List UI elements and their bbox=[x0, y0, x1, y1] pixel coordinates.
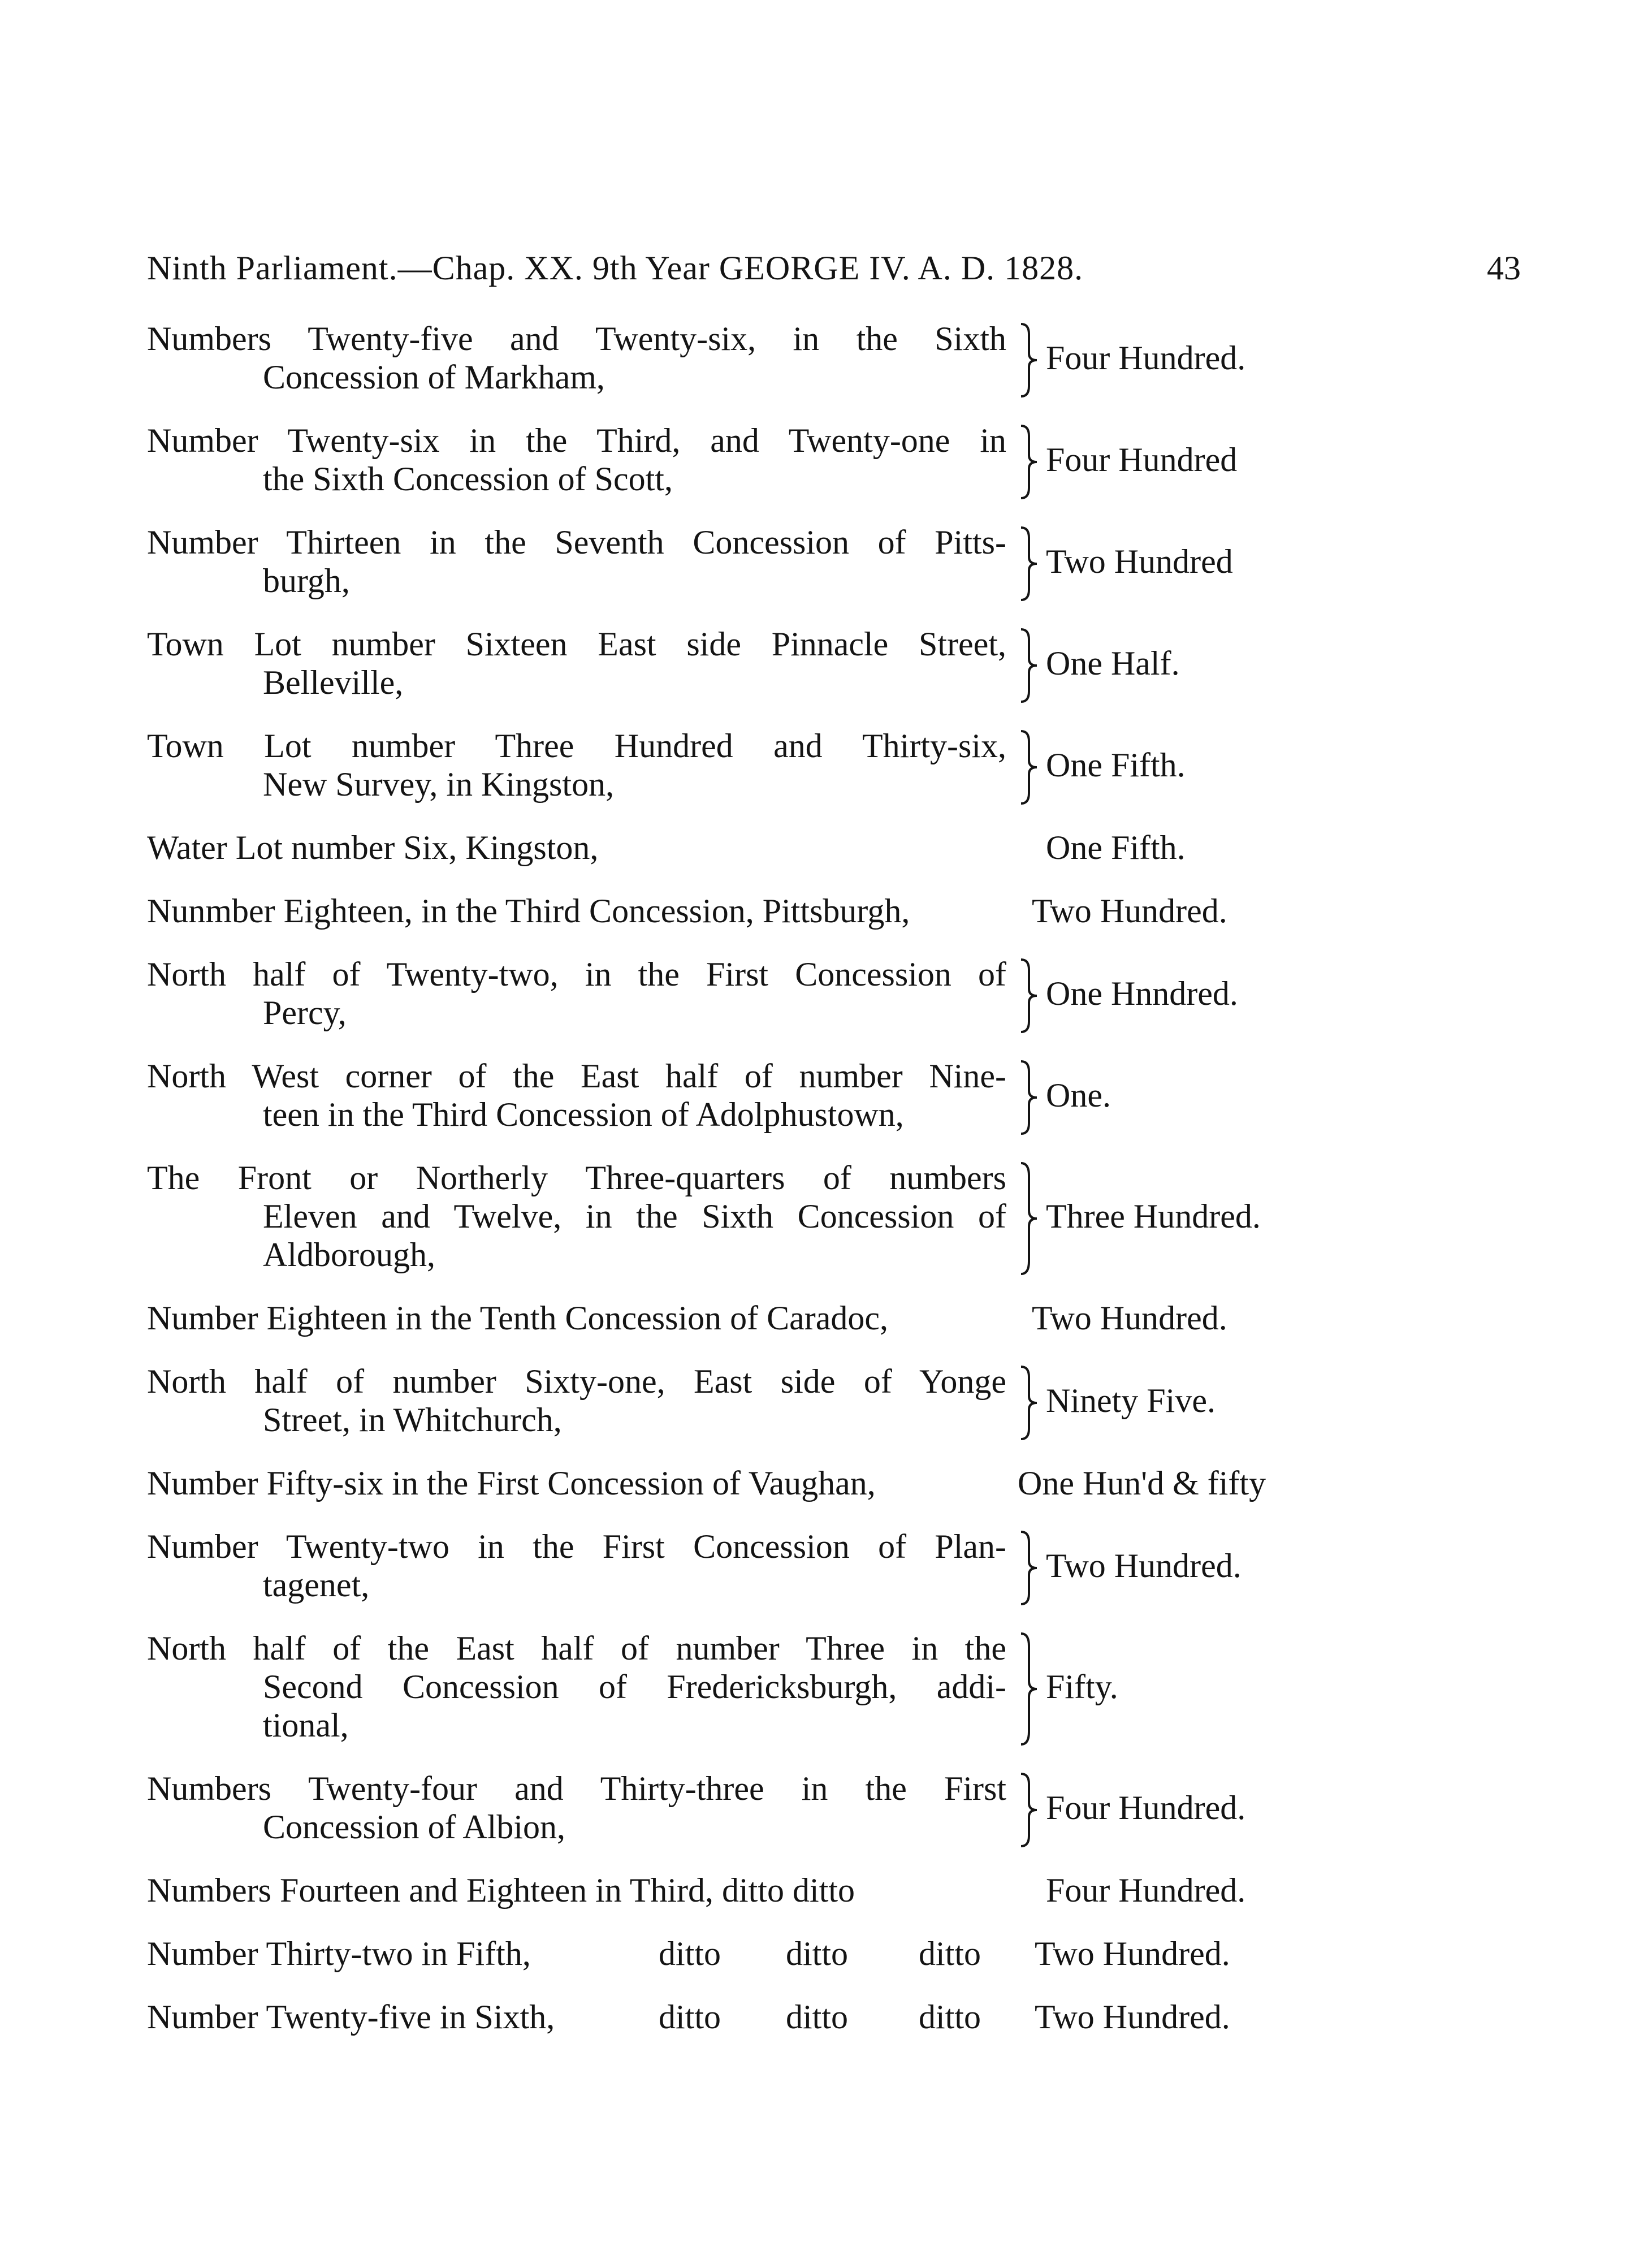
entry-line: Town Lot number Sixteen East side Pinnacle Street, bbox=[147, 625, 1006, 663]
brace-icon bbox=[1018, 1631, 1040, 1747]
list-item bbox=[147, 828, 1521, 892]
entry-value: Two Hundred bbox=[1046, 543, 1233, 580]
entry-line: Numbers Twenty-four and Thirty-three in the First bbox=[147, 1770, 1006, 1807]
entry-value: Two Hundred. bbox=[1046, 1547, 1242, 1584]
list-item bbox=[147, 955, 1521, 1057]
brace-icon bbox=[1018, 627, 1040, 704]
entry-value: One Fifth. bbox=[1046, 746, 1186, 784]
ditto-mark: ditto bbox=[659, 1935, 721, 1972]
entry-line: burgh, bbox=[263, 562, 350, 599]
brace-icon bbox=[1018, 525, 1040, 602]
entry-line: teen in the Third Concession of Adolphustown, bbox=[263, 1096, 904, 1133]
land-grant-list bbox=[147, 319, 1521, 2061]
entry-value: Four Hundred. bbox=[1046, 1789, 1246, 1826]
entry-value: Two Hundred. bbox=[1035, 1998, 1230, 2036]
list-item bbox=[147, 1629, 1521, 1769]
entry-line: Number Twenty-six in the Third, and Twenty-one in bbox=[147, 422, 1006, 459]
ditto-mark: ditto bbox=[786, 1935, 849, 1972]
entry-line: Numbers Twenty-five and Twenty-six, in the Sixth bbox=[147, 320, 1006, 357]
entry-line: Number Thirteen in the Seventh Concession of Pitts- bbox=[147, 524, 1006, 561]
ditto-mark: ditto bbox=[786, 1998, 849, 2036]
entry-line: Number Fifty-six in the First Concession of Vaughan, bbox=[147, 1465, 876, 1502]
entry-line: Street, in Whitchurch, bbox=[263, 1401, 562, 1438]
page-number: 43 bbox=[1487, 249, 1521, 287]
entry-line: North half of number Sixty-one, East side of Yonge bbox=[147, 1363, 1006, 1400]
entry-line: Concession of Markham, bbox=[263, 358, 605, 396]
entry-line: North West corner of the East half of number Nine- bbox=[147, 1057, 1006, 1095]
entry-value: Four Hundred bbox=[1046, 441, 1238, 478]
list-item bbox=[147, 727, 1521, 828]
list-item bbox=[147, 421, 1521, 523]
list-item bbox=[147, 1464, 1521, 1527]
entry-line: Water Lot number Six, Kingston, bbox=[147, 829, 599, 866]
entry-value: Four Hundred. bbox=[1046, 339, 1246, 377]
entry-value: One Hnndred. bbox=[1046, 975, 1238, 1012]
brace-icon bbox=[1018, 1364, 1040, 1441]
entry-value: One. bbox=[1046, 1077, 1111, 1114]
brace-icon bbox=[1018, 957, 1040, 1034]
entry-line: Aldborough, bbox=[263, 1236, 435, 1273]
entry-line: Numbers Fourteen and Eighteen in Third, ditto ditto bbox=[147, 1872, 855, 1909]
entry-value: Two Hundred. bbox=[1032, 892, 1227, 930]
entry-line: Percy, bbox=[263, 994, 347, 1031]
entry-line: Eleven and Twelve, in the Sixth Concession of bbox=[263, 1198, 1006, 1235]
entry-value: One Half. bbox=[1046, 645, 1180, 682]
entry-line: tagenet, bbox=[263, 1566, 370, 1604]
entry-line: Number Twenty-two in the First Concession of Plan- bbox=[147, 1528, 1006, 1565]
list-item bbox=[147, 1769, 1521, 1871]
brace-icon bbox=[1018, 1530, 1040, 1606]
brace-icon bbox=[1018, 424, 1040, 500]
entry-value: Four Hundred. bbox=[1046, 1872, 1246, 1909]
list-item bbox=[147, 1998, 1521, 2061]
entry-value: One Hun'd & fifty bbox=[1018, 1465, 1266, 1502]
list-item bbox=[147, 1299, 1521, 1362]
entry-line: Concession of Albion, bbox=[263, 1808, 565, 1846]
entry-line: North half of Twenty-two, in the First Concession of bbox=[147, 956, 1006, 993]
brace-icon bbox=[1018, 1772, 1040, 1848]
entry-line: Second Concession of Fredericksburgh, addi- bbox=[263, 1668, 1006, 1705]
brace-icon bbox=[1018, 322, 1040, 399]
entry-line: the Sixth Concession of Scott, bbox=[263, 460, 673, 498]
entry-line: Belleville, bbox=[263, 664, 404, 701]
entry-line: Number Twenty-five in Sixth, bbox=[147, 1998, 555, 2036]
list-item bbox=[147, 1362, 1521, 1464]
list-item bbox=[147, 1057, 1521, 1159]
entry-value: Three Hundred. bbox=[1046, 1198, 1261, 1235]
list-item bbox=[147, 1934, 1521, 1998]
entry-line: Nunmber Eighteen, in the Third Concession, Pittsburgh, bbox=[147, 892, 910, 930]
entry-line: North half of the East half of number Three in the bbox=[147, 1630, 1006, 1667]
entry-line: tional, bbox=[263, 1707, 349, 1744]
entry-value: Two Hundred. bbox=[1032, 1299, 1227, 1337]
entry-value: Ninety Five. bbox=[1046, 1382, 1216, 1419]
list-item bbox=[147, 1871, 1521, 1934]
running-title: Ninth Parliament.—Chap. XX. 9th Year GEORGE IV. A. D. 1828. bbox=[147, 249, 1084, 287]
ditto-mark: ditto bbox=[919, 1998, 981, 2036]
page-header bbox=[147, 249, 1521, 294]
list-item bbox=[147, 1527, 1521, 1629]
entry-value: One Fifth. bbox=[1046, 829, 1186, 866]
list-item bbox=[147, 892, 1521, 955]
list-item bbox=[147, 1159, 1521, 1299]
list-item bbox=[147, 625, 1521, 727]
entry-line: Number Thirty-two in Fifth, bbox=[147, 1935, 531, 1972]
list-item bbox=[147, 319, 1521, 421]
brace-icon bbox=[1018, 1059, 1040, 1136]
entry-line: New Survey, in Kingston, bbox=[263, 766, 615, 803]
entry-line: The Front or Northerly Three-quarters of numbers bbox=[147, 1159, 1006, 1196]
ditto-mark: ditto bbox=[659, 1998, 721, 2036]
entry-line: Town Lot number Three Hundred and Thirty-six, bbox=[147, 727, 1006, 764]
entry-value: Fifty. bbox=[1046, 1668, 1118, 1705]
entry-value: Two Hundred. bbox=[1035, 1935, 1230, 1972]
brace-icon bbox=[1018, 1161, 1040, 1276]
brace-icon bbox=[1018, 729, 1040, 806]
list-item bbox=[147, 523, 1521, 625]
ditto-mark: ditto bbox=[919, 1935, 981, 1972]
entry-line: Number Eighteen in the Tenth Concession of Caradoc, bbox=[147, 1299, 889, 1337]
